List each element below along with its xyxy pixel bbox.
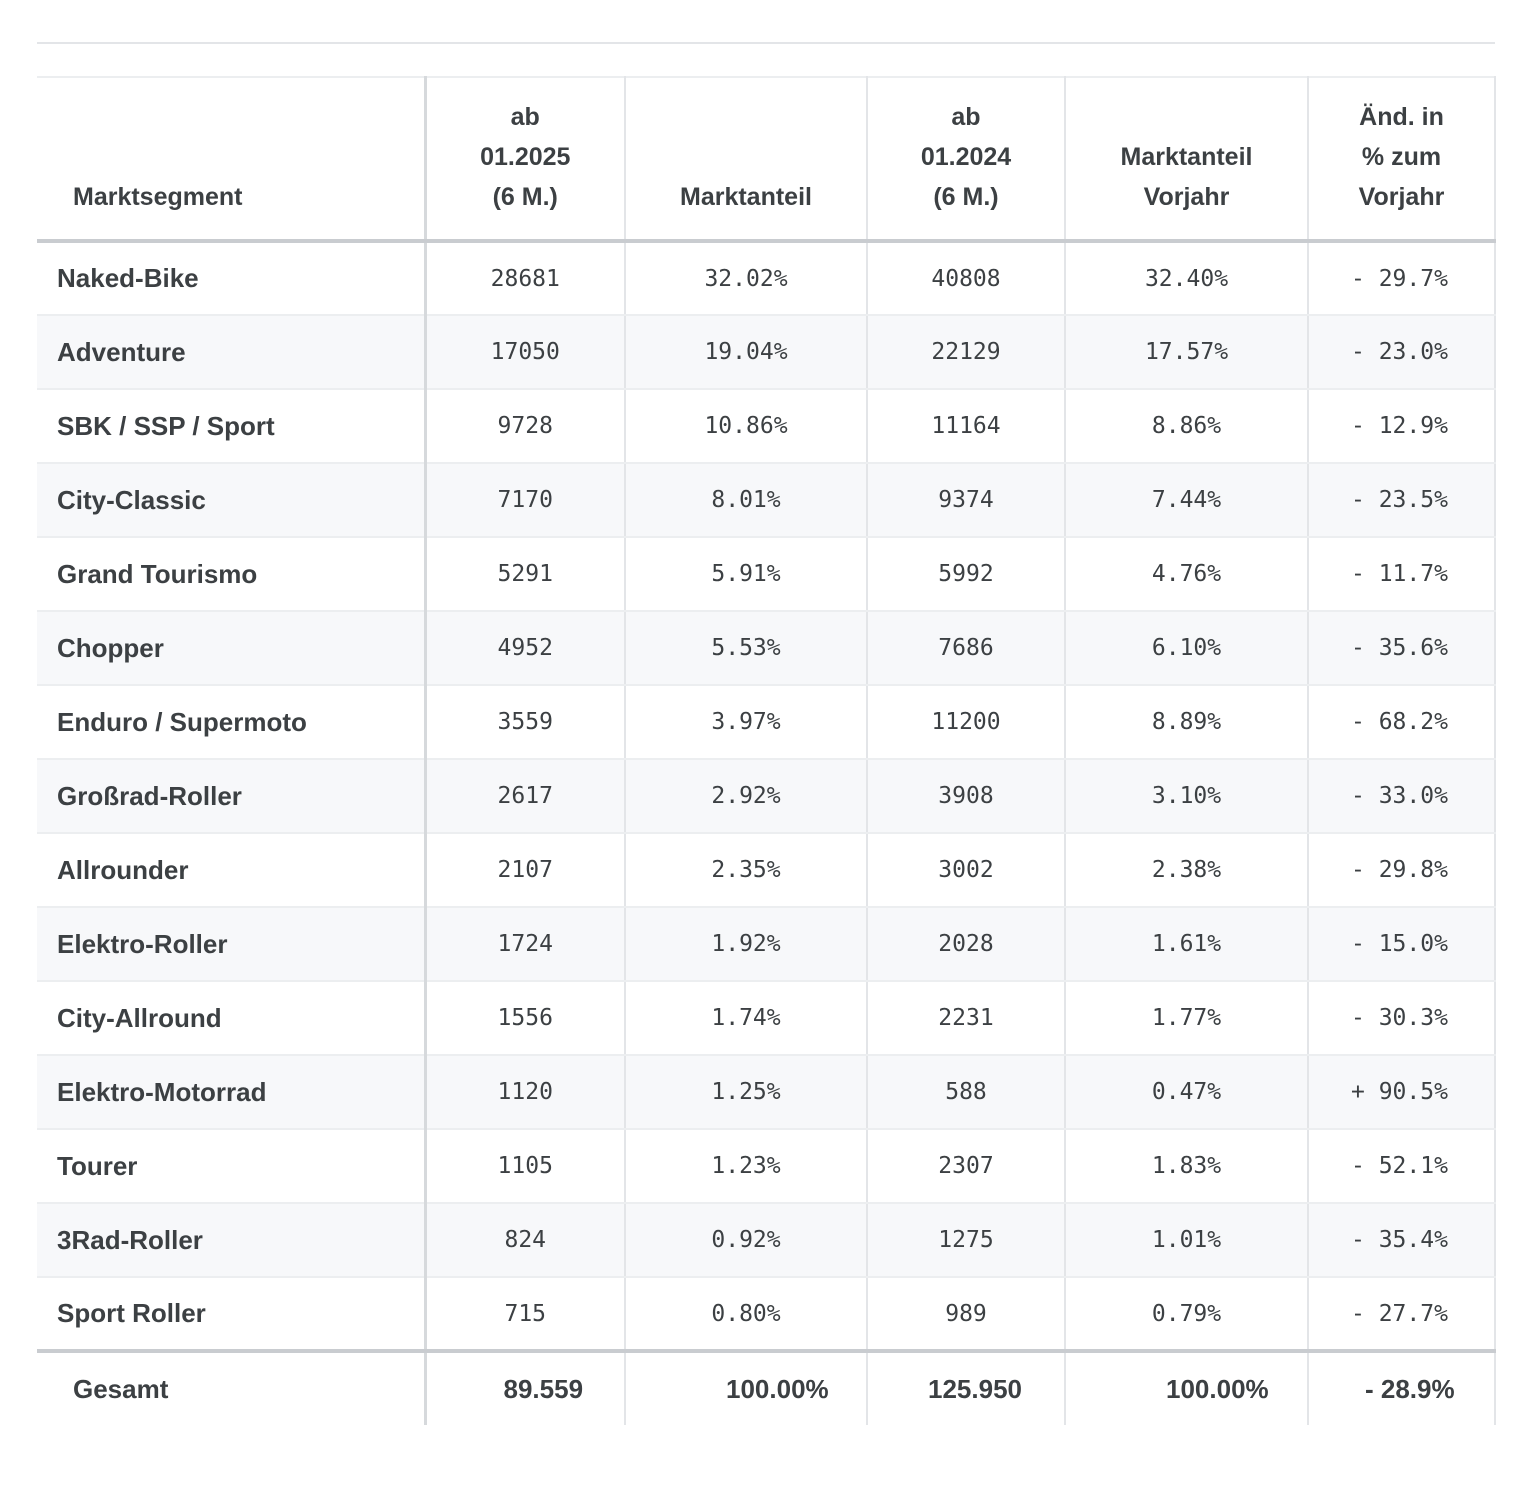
segment-name: 3Rad-Roller bbox=[37, 1203, 425, 1277]
change-percent: - 11.7% bbox=[1308, 537, 1495, 611]
units-2025: 9728 bbox=[425, 389, 625, 463]
table-row bbox=[37, 833, 1495, 907]
change-percent: - 15.0% bbox=[1308, 907, 1495, 981]
segment-name: Allrounder bbox=[37, 833, 425, 907]
units-2024: 588 bbox=[867, 1055, 1065, 1129]
change-percent: - 35.4% bbox=[1308, 1203, 1495, 1277]
table-row bbox=[37, 389, 1495, 463]
total-row bbox=[37, 1351, 1495, 1425]
segment-name: Grand Tourismo bbox=[37, 537, 425, 611]
marktanteil: 1.23% bbox=[625, 1129, 867, 1203]
segment-name: Adventure bbox=[37, 315, 425, 389]
units-2025: 5291 bbox=[425, 537, 625, 611]
marktanteil: 3.97% bbox=[625, 685, 867, 759]
table-row bbox=[37, 907, 1495, 981]
units-2024: 11200 bbox=[867, 685, 1065, 759]
units-2025: 824 bbox=[425, 1203, 625, 1277]
marktanteil-vorjahr: 2.38% bbox=[1065, 833, 1308, 907]
marktanteil: 0.92% bbox=[625, 1203, 867, 1277]
marktanteil-vorjahr: 0.47% bbox=[1065, 1055, 1308, 1129]
table-row bbox=[37, 1055, 1495, 1129]
units-2025: 3559 bbox=[425, 685, 625, 759]
units-2024: 3002 bbox=[867, 833, 1065, 907]
header-marktsegment: Marktsegment bbox=[37, 77, 425, 241]
marktanteil-vorjahr: 1.83% bbox=[1065, 1129, 1308, 1203]
total-2024-units: 125.950 bbox=[867, 1351, 1065, 1425]
table-row bbox=[37, 611, 1495, 685]
table-row bbox=[37, 537, 1495, 611]
segment-name: SBK / SSP / Sport bbox=[37, 389, 425, 463]
total-label: Gesamt bbox=[37, 1351, 425, 1425]
change-percent: - 12.9% bbox=[1308, 389, 1495, 463]
change-percent: + 90.5% bbox=[1308, 1055, 1495, 1129]
marktanteil: 8.01% bbox=[625, 463, 867, 537]
marktanteil-vorjahr: 0.79% bbox=[1065, 1277, 1308, 1351]
table-row bbox=[37, 241, 1495, 315]
table-row bbox=[37, 315, 1495, 389]
change-percent: - 33.0% bbox=[1308, 759, 1495, 833]
units-2025: 7170 bbox=[425, 463, 625, 537]
header-2024-units: ab 01.2024 (6 M.) bbox=[867, 77, 1065, 241]
change-percent: - 35.6% bbox=[1308, 611, 1495, 685]
units-2025: 2107 bbox=[425, 833, 625, 907]
units-2024: 1275 bbox=[867, 1203, 1065, 1277]
marktanteil: 10.86% bbox=[625, 389, 867, 463]
segment-name: Großrad-Roller bbox=[37, 759, 425, 833]
marktanteil-vorjahr: 6.10% bbox=[1065, 611, 1308, 685]
units-2025: 1556 bbox=[425, 981, 625, 1055]
table-row bbox=[37, 463, 1495, 537]
marktanteil-vorjahr: 17.57% bbox=[1065, 315, 1308, 389]
header-marktanteil: Marktanteil bbox=[625, 77, 867, 241]
change-percent: - 30.3% bbox=[1308, 981, 1495, 1055]
table-row bbox=[37, 1277, 1495, 1351]
units-2025: 1724 bbox=[425, 907, 625, 981]
change-percent: - 23.5% bbox=[1308, 463, 1495, 537]
marktanteil-vorjahr: 1.61% bbox=[1065, 907, 1308, 981]
header-2025-units: ab 01.2025 (6 M.) bbox=[425, 77, 625, 241]
table-row bbox=[37, 685, 1495, 759]
total-marktanteil-vorjahr: 100.00% bbox=[1065, 1351, 1308, 1425]
market-segment-table bbox=[37, 76, 1496, 1425]
marktanteil-vorjahr: 8.89% bbox=[1065, 685, 1308, 759]
marktanteil-vorjahr: 7.44% bbox=[1065, 463, 1308, 537]
change-percent: - 23.0% bbox=[1308, 315, 1495, 389]
total-2025-units: 89.559 bbox=[425, 1351, 625, 1425]
units-2024: 9374 bbox=[867, 463, 1065, 537]
units-2024: 2307 bbox=[867, 1129, 1065, 1203]
table-row bbox=[37, 759, 1495, 833]
units-2024: 3908 bbox=[867, 759, 1065, 833]
units-2025: 2617 bbox=[425, 759, 625, 833]
units-2025: 17050 bbox=[425, 315, 625, 389]
segment-name: Elektro-Roller bbox=[37, 907, 425, 981]
marktanteil-vorjahr: 8.86% bbox=[1065, 389, 1308, 463]
segment-name: Tourer bbox=[37, 1129, 425, 1203]
marktanteil-vorjahr: 1.77% bbox=[1065, 981, 1308, 1055]
table-row bbox=[37, 1129, 1495, 1203]
header-change-percent: Änd. in % zum Vorjahr bbox=[1308, 77, 1495, 241]
segment-name: Naked-Bike bbox=[37, 241, 425, 315]
header-marktanteil-vorjahr: Marktanteil Vorjahr bbox=[1065, 77, 1308, 241]
marktanteil: 2.92% bbox=[625, 759, 867, 833]
table-footer bbox=[37, 1351, 1495, 1425]
units-2024: 989 bbox=[867, 1277, 1065, 1351]
units-2024: 11164 bbox=[867, 389, 1065, 463]
marktanteil: 2.35% bbox=[625, 833, 867, 907]
marktanteil: 1.74% bbox=[625, 981, 867, 1055]
units-2024: 2028 bbox=[867, 907, 1065, 981]
segment-name: City-Allround bbox=[37, 981, 425, 1055]
change-percent: - 27.7% bbox=[1308, 1277, 1495, 1351]
marktanteil: 1.25% bbox=[625, 1055, 867, 1129]
units-2024: 7686 bbox=[867, 611, 1065, 685]
segment-name: City-Classic bbox=[37, 463, 425, 537]
marktanteil: 5.53% bbox=[625, 611, 867, 685]
marktanteil-vorjahr: 3.10% bbox=[1065, 759, 1308, 833]
marktanteil-vorjahr: 4.76% bbox=[1065, 537, 1308, 611]
segment-name: Sport Roller bbox=[37, 1277, 425, 1351]
total-marktanteil: 100.00% bbox=[625, 1351, 867, 1425]
units-2024: 2231 bbox=[867, 981, 1065, 1055]
change-percent: - 29.8% bbox=[1308, 833, 1495, 907]
units-2025: 4952 bbox=[425, 611, 625, 685]
change-percent: - 68.2% bbox=[1308, 685, 1495, 759]
change-percent: - 52.1% bbox=[1308, 1129, 1495, 1203]
segment-name: Enduro / Supermoto bbox=[37, 685, 425, 759]
marktanteil: 1.92% bbox=[625, 907, 867, 981]
marktanteil: 5.91% bbox=[625, 537, 867, 611]
marktanteil: 0.80% bbox=[625, 1277, 867, 1351]
change-percent: - 29.7% bbox=[1308, 241, 1495, 315]
units-2025: 1120 bbox=[425, 1055, 625, 1129]
units-2024: 22129 bbox=[867, 315, 1065, 389]
marktanteil: 19.04% bbox=[625, 315, 867, 389]
units-2025: 28681 bbox=[425, 241, 625, 315]
units-2025: 715 bbox=[425, 1277, 625, 1351]
table-row bbox=[37, 981, 1495, 1055]
table-body bbox=[37, 241, 1495, 1351]
marktanteil-vorjahr: 1.01% bbox=[1065, 1203, 1308, 1277]
table-row bbox=[37, 1203, 1495, 1277]
marktanteil-vorjahr: 32.40% bbox=[1065, 241, 1308, 315]
marktanteil: 32.02% bbox=[625, 241, 867, 315]
segment-name: Chopper bbox=[37, 611, 425, 685]
total-change-percent: - 28.9% bbox=[1308, 1351, 1495, 1425]
top-divider bbox=[37, 42, 1495, 44]
units-2025: 1105 bbox=[425, 1129, 625, 1203]
units-2024: 5992 bbox=[867, 537, 1065, 611]
units-2024: 40808 bbox=[867, 241, 1065, 315]
header-row bbox=[37, 77, 1495, 241]
segment-name: Elektro-Motorrad bbox=[37, 1055, 425, 1129]
table-header bbox=[37, 77, 1495, 241]
